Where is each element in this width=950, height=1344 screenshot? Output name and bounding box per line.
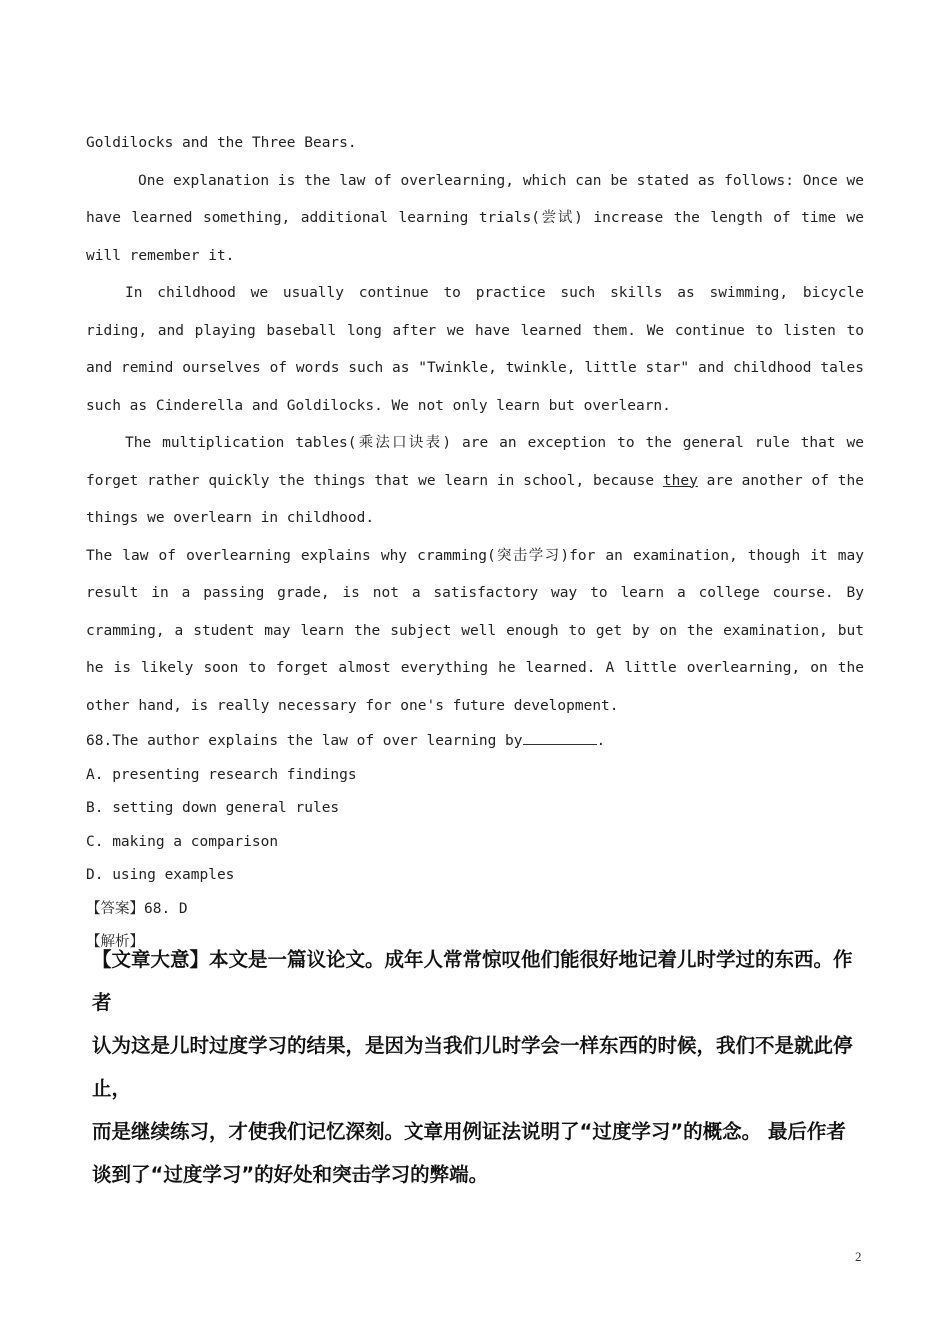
passage-paragraph [86, 425, 864, 538]
question-end: . [596, 733, 606, 749]
passage-text: are another of the things we overlearn in childhood. [86, 472, 864, 526]
option-c: C. making a comparison [86, 833, 279, 850]
question-stem [86, 725, 864, 759]
option-a: A. presenting research findings [86, 766, 357, 783]
summary-line: 而是继续练习，才使我们记忆深刻。文章用例证法说明了“过度学习”的概念。 最后作者 [92, 1120, 846, 1143]
summary-line: 谈到了“过度学习”的好处和突击学习的弊端。 [92, 1163, 489, 1186]
summary-line: 【文章大意】本文是一篇议论文。成年人常常惊叹他们能很好地记着儿时学过的东西。作者 [92, 948, 853, 1014]
question-text: 68.The author explains the law of over learning by [86, 733, 523, 749]
underlined-word: they [662, 472, 698, 489]
answer-line: 【答案】68. D [86, 900, 188, 917]
passage-paragraph: One explanation is the law of overlearning, which can be stated as follows: Once we have learned something, additional learning trials(尝试) increase the length of time we will remember it. [86, 172, 864, 264]
option-b: B. setting down general rules [86, 800, 340, 816]
option-d: D. using examples [86, 867, 235, 883]
analysis-label: 【解析】 [86, 934, 144, 950]
passage-line: Goldilocks and the Three Bears. [86, 135, 357, 151]
page-number: 2 [855, 1249, 862, 1264]
document-body [86, 125, 864, 960]
passage-paragraph: The law of overlearning explains why cramming(突击学习)for an examination, though it may result in a passing grade, is not a satisfactory way to learn a college course. By cramming, a student may learn the subject well enough to get by on the examination, but he is likely soon to forget almost everything he learned. A little overlearning, on the other hand, is really necessary for one's future development. [86, 547, 864, 714]
passage-paragraph: In childhood we usually continue to practice such skills as swimming, bicycle riding, and playing baseball long after we have learned them. We continue to listen to and remind ourselves of words such as "Twinkle, twinkle, little star" and childhood tales such as Cinderella and Goldilocks. We not only learn but overlearn. [86, 285, 864, 414]
answer-blank [523, 732, 597, 745]
passage-text: The multiplication tables(乘法口诀表) are an exception to the general rule that we forget rather quickly the things that we learn in school, because [86, 435, 864, 489]
summary-line: 认为这是儿时过度学习的结果，是因为当我们儿时学会一样东西的时候，我们不是就此停止， [92, 1034, 853, 1100]
summary-block [92, 938, 862, 1196]
